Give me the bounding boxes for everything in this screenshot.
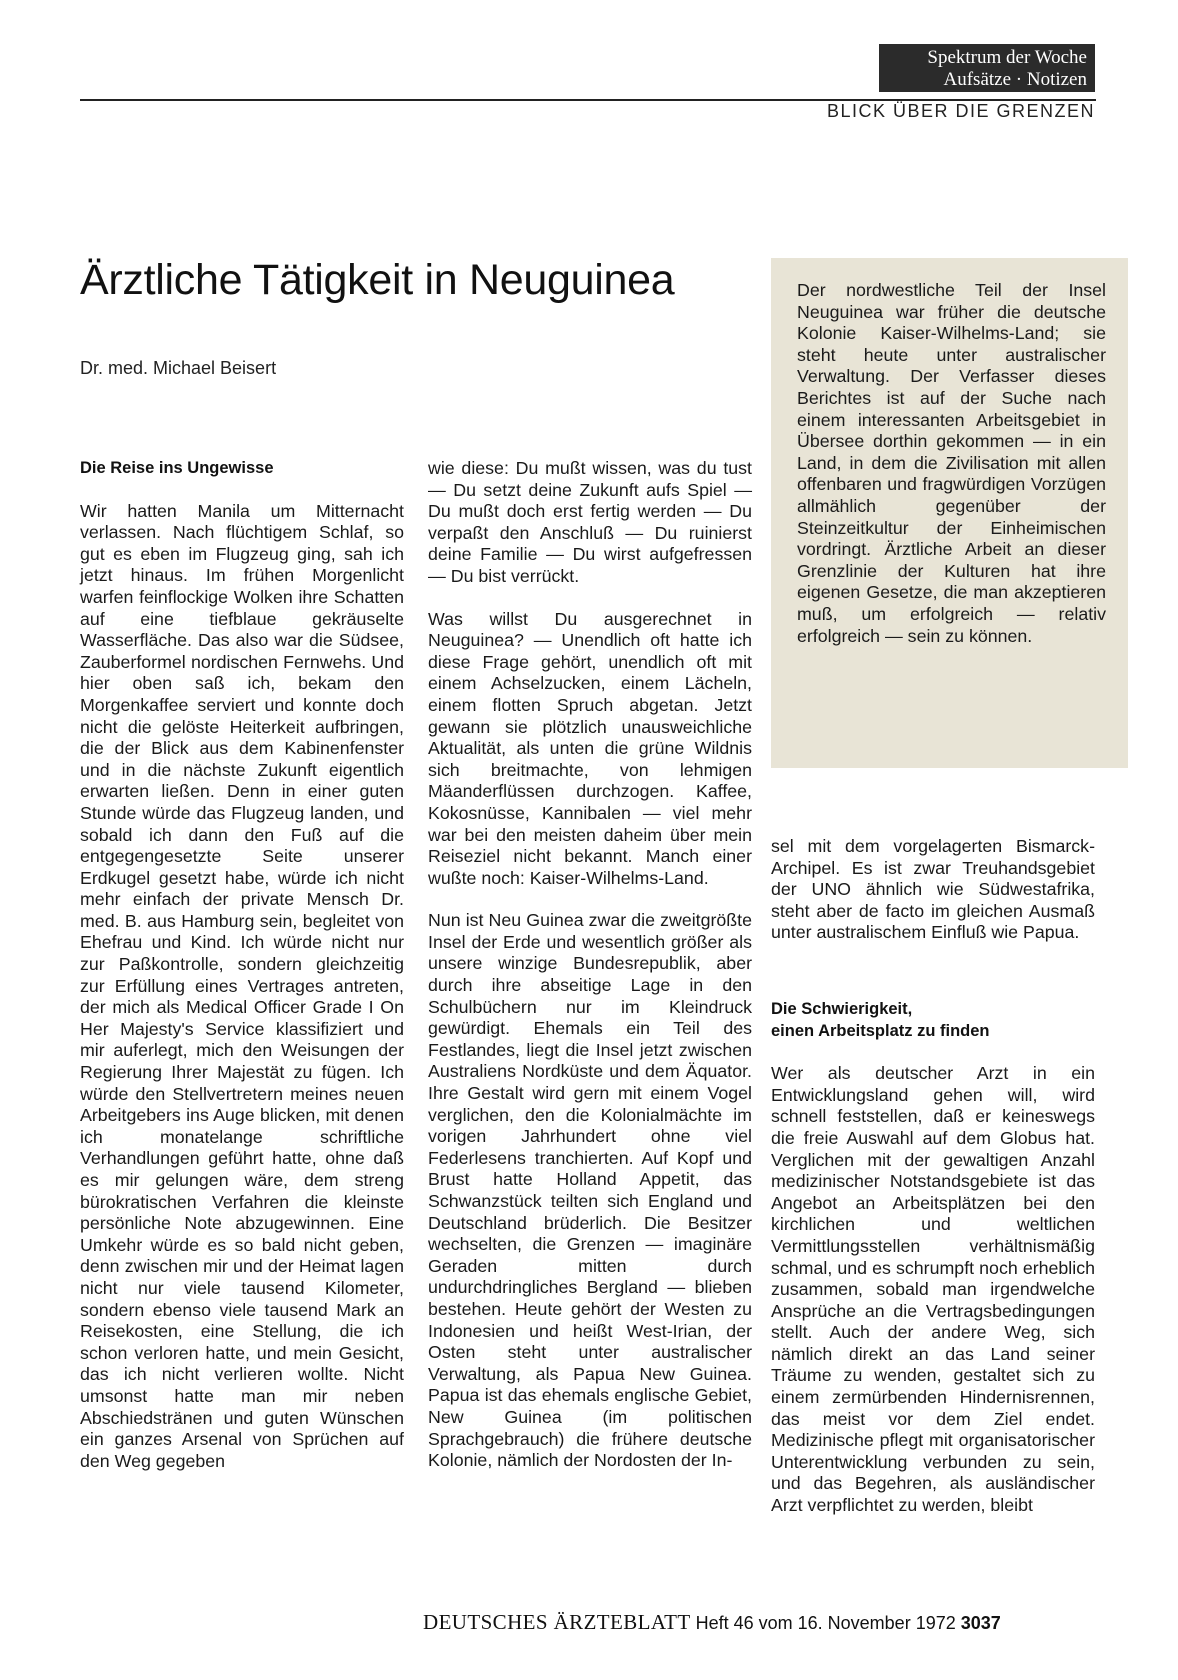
section-heading-2-line-2: einen Arbeitsplatz zu finden [771, 1021, 990, 1040]
page-footer [423, 1610, 1096, 1635]
column-2-paragraph-2: Was willst Du ausgerechnet in Neuguinea? — Unendlich oft hatte ich diese Frage gehört, unendlich oft mit einem Achselzucken, einem Lächeln, einem flotten Spruch abgetan. Jetzt gewann sie plötzlich unausweichliche Aktualität, als unten die grüne Wildnis sich breitmachte, von lehmigen Mäanderflüssen durchzogen. Kaffee, Kokosnüsse, Kannibalen — viel mehr war bei den meisten daheim über mein Reiseziel nicht bekannt. Manch einer wußte noch: Kaiser-Wilhelms-Land. [428, 608, 752, 888]
issue-info: Heft 46 vom 16. November 1972 [695, 1613, 956, 1633]
column-2-paragraph-1: wie diese: Du mußt wissen, was du tust — Du setzt deine Zukunft aufs Spiel — Du mußt doch erst fertig werden — Du verpaßt den Anschluß — Du ruinierst deine Familie — Du wirst aufgefressen — Du bist verrückt. [428, 458, 752, 586]
intro-box [771, 258, 1128, 768]
column-3-paragraph-2: Wer als deutscher Arzt in ein Entwicklungsland gehen will, wird schnell feststellen, daß er keineswegs die freie Auswahl auf dem Globus hat. Verglichen mit der gewaltigen Anzahl medizinischer Notstandsgebiete ist das Angebot an Arbeitsplätzen bei den kirchlichen und weltlichen Vermittlungsstellen verhältnismäßig schmal, und es schrumpft noch erheblich zusammen, sobald man irgendwelche Ansprüche an die Vertragsbedingungen stellt. Auch der andere Weg, sich nämlich direkt an das Land seiner Träume zu wenden, gestaltet sich zu einem zermürbenden Hindernisrennen, das meist vor dem Ziel endet. Medizinische pflegt mit organisatorischer Unterentwicklung verbunden zu sein, und das Begehren, als ausländischer Arzt verpflichtet zu werden, bleibt [771, 1063, 1095, 1516]
column-3 [771, 836, 1095, 1517]
column-2-paragraph-3: Nun ist Neu Guinea zwar die zweitgrößte Insel der Erde und wesentlich größer als unsere winzige Bundesrepublik, aber durch ihre abseitige Lage in den Schulbüchern nur im Kleindruck gewürdigt. Ehemals ein Teil des Festlandes, liegt die Insel jetzt zwischen Australiens Nordküste und dem Äquator. Ihre Gestalt wird gern mit einem Vogel verglichen, den die Kolonialmächte im vorigen Jahrhundert ohne viel Federlesens tranchierten. Auf Kopf und Brust hatte Holland Appetit, das Schwanzstück teilten sich England und Deutschland brüderlich. Die Besitzer wechselten, die Grenzen — imaginäre Geraden mitten durch undurchdringliches Bergland — blieben bestehen. Heute gehört der Westen zu Indonesien und heißt West-Irian, der Osten steht unter australischer Verwaltung, als Papua New Guinea. Papua ist das ehemals englische Gebiet, New Guinea (im politischen Sprachgebrauch) die frühere deutsche Kolonie, nämlich der Nordosten der In- [428, 910, 752, 1471]
journal-name: DEUTSCHES ÄRZTEBLATT [423, 1610, 691, 1634]
column-1 [80, 458, 404, 1472]
column-1-paragraph-1: Wir hatten Manila um Mitternacht verlassen. Nach flüchtigem Schlaf, so gut es eben im Flugzeug ging, sah ich jetzt hinaus. Im frühen Morgenlicht warfen feinflockige Wolken ihre Schatten auf eine tiefblaue gekräuselte Wasserfläche. Das also war die Südsee, Zauberformel nordischen Fernwehs. Und hier oben saß ich, bekam den Morgenkaffee serviert und konnte doch nicht die gelöste Heiterkeit aufbringen, die der Blick aus dem Kabinenfenster und in die nächste Zukunft eigentlich erwarten ließen. Denn in einer guten Stunde würde das Flugzeug landen, und sobald ich dann den Fuß auf die entgegengesetzte Seite unserer Erdkugel gesetzt habe, würde ich nicht mehr einfach der private Mensch Dr. med. B. aus Hamburg sein, begleitet von Ehefrau und Kind. Ich würde nicht nur zur Paßkontrolle, sondern gleichzeitig zur Erfüllung eines Vertrages antreten, der mich als Medical Officer Grade I On Her Majesty's Service klassifiziert und mir auferlegt, mich den Weisungen der Regierung Ihrer Majestät zu fügen. Ich würde den Stellvertretern meines neuen Arbeitgebers ins Auge blicken, mit denen ich monatelange schriftliche Verhandlungen geführt hatte, ohne daß es mir gelungen wäre, dem streng bürokratischen Verfahren die kleinste persönliche Note abzugewinnen. Eine Umkehr würde es so bald nicht geben, denn zwischen mir und der Heimat lagen nicht nur viele tausend Kilometer, sondern ebenso viele tausend Mark an Reisekosten, eine Stellung, die ich schon verloren hatte, und mein Gesicht, das ich nicht verlieren wollte. Nicht umsonst hatte man mir neben Abschiedstränen und guten Wünschen ein ganzes Arsenal von Sprüchen auf den Weg gegeben [80, 500, 404, 1471]
section-heading-1: Die Reise ins Ungewisse [80, 459, 274, 477]
section-heading-2-line-1: Die Schwierigkeit, [771, 999, 913, 1018]
intro-text: Der nordwestliche Teil der Insel Neuguinea war früher die deutsche Kolonie Kaiser-Wilhelms-Land; sie steht heute unter australischer Verwaltung. Der Verfasser dieses Berichtes ist auf der Suche nach einem interessanten Arbeitsgebiet in Übersee dorthin gekommen — in ein Land, in dem die Zivilisation mit allen offenbaren und fragwürdigen Vorzügen allmählich gegenüber der Steinzeitkultur der Einheimischen vordringt. Ärztliche Arbeit an dieser Grenzlinie der Kulturen hat ihre eigenen Gesetze, die man akzeptieren muß, um erfolgreich — relativ erfolgreich — sein zu können. [797, 280, 1106, 646]
page-number: 3037 [960, 1613, 1001, 1633]
badge-line-1: Spektrum der Woche [927, 47, 1087, 68]
badge-line-2: Aufsätze · Notizen [943, 69, 1087, 90]
section-heading-2 [771, 999, 1095, 1042]
section-label: BLICK ÜBER DIE GRENZEN [826, 101, 1095, 121]
column-3-paragraph-1: sel mit dem vorgelagerten Bismarck-Archipel. Es ist zwar Treuhandsgebiet der UNO ähnlich wie Südwestafrika, steht aber de facto im gleichen Ausmaß unter australischem Einfluß wie Papua. [771, 836, 1095, 943]
article-title: Ärztliche Tätigkeit in Neuguinea [80, 256, 675, 304]
section-badge [879, 44, 1095, 92]
article-author: Dr. med. Michael Beisert [80, 358, 277, 378]
column-2 [428, 458, 752, 1472]
